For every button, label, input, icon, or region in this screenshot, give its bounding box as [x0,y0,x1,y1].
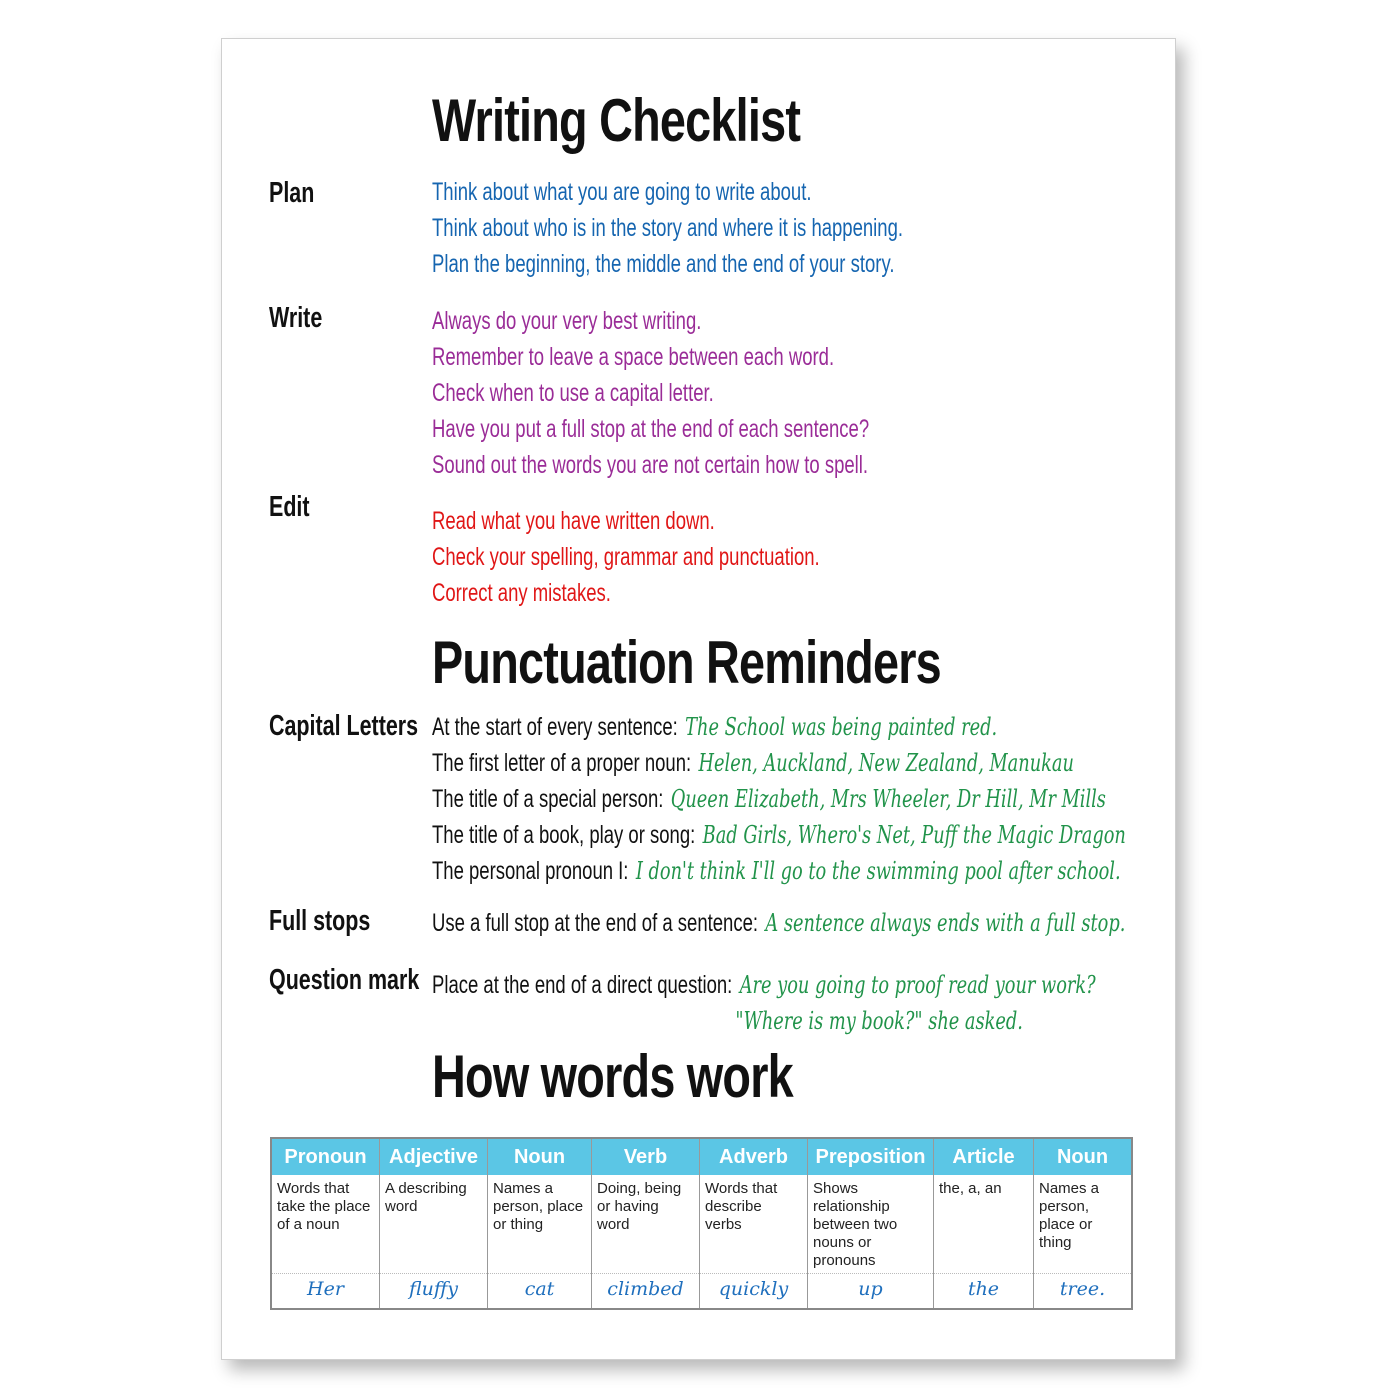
plan-line: Plan the beginning, the middle and the end of your story. [432,250,895,278]
column-header: Adverb [700,1139,807,1177]
column-description: Shows relationship between two nouns or pronouns [813,1180,898,1269]
table-column [808,1139,934,1308]
column-header: Article [934,1139,1033,1177]
column-example: the [934,1273,1033,1308]
full-stops-label: Full stops [269,905,371,937]
write-line: Have you put a full stop at the end of each sentence? [432,415,870,443]
question-mark-row [432,967,1096,1003]
example-text: The School was being painted red. [685,713,998,741]
plan-line: Think about who is in the story and where it is happening. [432,214,904,242]
how-words-work-title: How words work [432,1043,793,1110]
plan-line: Think about what you are going to write about. [432,178,812,206]
writing-checklist-title: Writing Checklist [432,87,801,154]
example-text: Bad Girls, Whero's Net, Puff the Magic Dragon [702,821,1126,849]
table-column [272,1139,380,1308]
capitals-row [432,745,1126,781]
edit-list [432,503,956,611]
example-text: Are you going to proof read your work? [739,971,1096,999]
write-line: Always do your very best writing. [432,307,702,335]
write-line: Sound out the words you are not certain how to spell. [432,451,869,479]
edit-line: Read what you have written down. [432,507,715,535]
punctuation-reminders-title: Punctuation Reminders [432,629,941,696]
capitals-row [432,817,1126,853]
column-header: Noun [488,1139,591,1177]
rule-text: The title of a special person: [432,785,664,813]
column-description: Doing, being or having word [597,1180,682,1233]
column-example: climbed [592,1273,699,1308]
example-text: Queen Elizabeth, Mrs Wheeler, Dr Hill, Mr Mills [670,785,1106,813]
plan-label: Plan [269,177,315,209]
column-example: cat [488,1273,591,1308]
rule-text: The first letter of a proper noun: [432,749,692,777]
rule-text: The title of a book, play or song: [432,821,696,849]
edit-line: Check your spelling, grammar and punctuation. [432,543,820,571]
column-description: Words that take the place of a noun [277,1180,371,1233]
question-mark-list [432,967,1329,1039]
column-header: Preposition [808,1139,933,1177]
write-line: Check when to use a capital letter. [432,379,714,407]
question-mark-label: Question mark [269,964,420,996]
column-description: Names a person, place or thing [493,1180,584,1233]
rule-text: Place at the end of a direct question: [432,971,733,999]
table-column [592,1139,700,1308]
column-header: Pronoun [272,1139,379,1177]
edit-line: Correct any mistakes. [432,579,611,607]
checklist-poster [221,38,1176,1360]
table-column [700,1139,808,1308]
table-column [934,1139,1034,1308]
parts-of-speech-table [270,1137,1133,1310]
table-column [1034,1139,1131,1308]
example-text: A sentence always ends with a full stop. [765,909,1126,937]
column-example: fluffy [380,1273,487,1308]
full-stops-row [432,905,1125,941]
column-example: quickly [700,1273,807,1308]
rule-text: The personal pronoun I: [432,857,629,885]
column-description: the, a, an [939,1180,1002,1197]
write-line: Remember to leave a space between each word. [432,343,835,371]
plan-list [432,174,1069,282]
column-header: Verb [592,1139,699,1177]
write-list [432,303,1023,483]
capitals-row [432,781,1126,817]
full-stops-list [432,905,1369,941]
column-description: A describing word [385,1180,467,1215]
question-mark-row-2 [432,1003,1096,1039]
column-example: up [808,1273,933,1308]
edit-label: Edit [269,491,310,523]
capitals-list [432,709,1370,889]
column-description: Words that describe verbs [705,1180,778,1233]
column-header: Adjective [380,1139,487,1177]
example-text: Helen, Auckland, New Zealand, Manukau [698,749,1074,777]
table-column [380,1139,488,1308]
write-label: Write [269,302,323,334]
rule-text: At the start of every sentence: [432,713,678,741]
column-description: Names a person, place or thing [1039,1180,1100,1251]
capitals-row [432,709,1126,745]
column-example: tree. [1034,1273,1131,1308]
table-column [488,1139,592,1308]
column-example: Her [272,1273,379,1308]
rule-text: Use a full stop at the end of a sentence: [432,909,759,937]
example-text: I don't think I'll go to the swimming pool after school. [635,857,1121,885]
capital-letters-label: Capital Letters [269,710,419,742]
example-text: "Where is my book?" she asked. [735,1007,1023,1035]
capitals-row [432,853,1126,889]
column-header: Noun [1034,1139,1131,1177]
